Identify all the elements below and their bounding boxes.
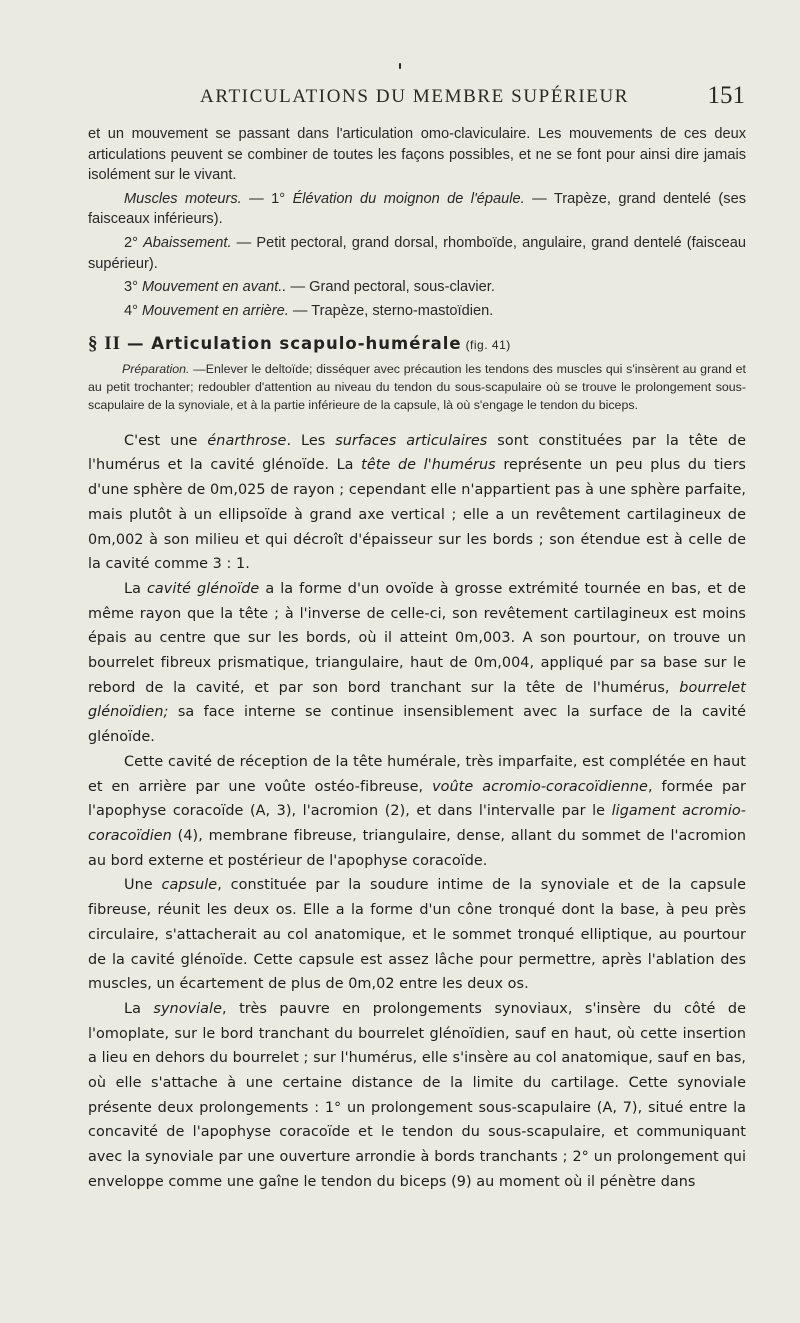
text-run: Une <box>124 877 162 894</box>
muscles-elevation <box>88 189 746 230</box>
elevation-label: Élévation du moignon de l'épaule. <box>292 190 525 207</box>
text-run: représente un peu plus du tiers d'une sphère de 0m,025 de rayon ; cependant elle n'appartient pas à une sphère parfaite, mais plutôt à un ellipsoïde à grand axe vertical ; elle a un revêtement cartilagineux de 0m,002 à son milieu et qui décroît d'épaisseur sur les bords ; son étendue est à celle de la cavité comme 3 : 1. <box>88 457 746 573</box>
term-capsule: capsule <box>161 877 218 894</box>
page-header <box>90 80 745 114</box>
arriere-text: — Trapèze, sterno-mastoïdien. <box>288 302 494 319</box>
paragraph-intro-text: et un mouvement se passant dans l'articulation omo-claviculaire. Les mouvements de ces deux articulations peuvent se combiner de toutes les façons possibles, et ne se font pour ainsi dire jamais isolément sur le vivant. <box>88 126 746 184</box>
avant-number: 3° <box>124 279 143 296</box>
preparation-text: —Enlever le deltoïde; disséquer avec précaution les tendons des muscles qui s'insèrent au grand et au petit trochanter; redoubler d'attention au niveau du tendon du sous-scapulaire où se trouve le prolongement sous-scapulaire de la synoviale, et à la partie inférieure de la capsule, là où s'engage le tendon du biceps. <box>88 362 746 412</box>
paragraph-enarthrose <box>88 429 746 577</box>
page-number: 151 <box>707 82 745 109</box>
text-run: La <box>124 1000 154 1017</box>
running-head: ARTICULATIONS DU MEMBRE SUPÉRIEUR <box>200 86 630 107</box>
text-run: a la forme d'un ovoïde à grosse extrémité tournée en bas, et de même rayon que la tête ; à l'inverse de celle-ci, son revêtement cartilagineux est moins épais au centre que sur les bords, où il atteint 0m,003. A son pourtour, on trouve un bourrelet fibreux prismatique, triangulaire, haut de 0m,004, appliqué par sa base sur le rebord de la cavité, et par son bord tranchant sur la tête de l'humérus, <box>88 580 747 696</box>
term-tete-humerus: tête de l'humérus <box>361 457 496 474</box>
muscles-abaissement <box>88 233 746 274</box>
text-run: La <box>124 580 147 597</box>
term-enarthrose: énarthrose <box>207 432 287 449</box>
paragraph-intro <box>88 124 746 186</box>
muscles-dash: — 1° <box>241 190 293 207</box>
section-heading <box>88 333 746 355</box>
paragraph-cavite-glenoide <box>88 577 746 750</box>
paragraph-synoviale <box>88 997 746 1195</box>
abaissement-number: 2° <box>124 234 144 251</box>
text-run: sa face interne se continue insensiblement avec la surface de la cavité glénoïde. <box>88 704 746 746</box>
section-number: § II <box>88 333 122 355</box>
muscles-heading: Muscles moteurs. <box>124 190 242 207</box>
avant-text: — Grand pectoral, sous-clavier. <box>286 279 495 296</box>
figure-reference: (fig. 41) <box>465 338 511 353</box>
arriere-number: 4° <box>124 302 143 319</box>
text-run: C'est une <box>124 432 208 449</box>
term-cavite-glenoide: cavité glénoïde <box>146 580 260 597</box>
text-run: , constituée par la soudure intime de la synoviale et de la capsule fibreuse, réunit les deux os. Elle a la forme d'un cône tronqué dont la base, à peu près circulaire, s'attacherait au col anatomique, et le sommet tronqué elliptique, au pourtour de la cavité glénoïde. Cette capsule est assez lâche pour permettre, après l'ablation des muscles, un écartement de plus de 0m,02 entre les deux os. <box>88 877 746 993</box>
term-ligament-acromio-coracoidien: ligament acromio-coracoïdien <box>88 803 746 844</box>
section-title: — Articulation scapulo-humérale <box>127 334 462 354</box>
abaissement-label: Abaissement. <box>143 234 232 251</box>
arriere-label: Mouvement en arrière. <box>142 302 289 319</box>
text-run: sont constituées par la tête de l'humérus et la cavité glénoïde. La <box>88 432 746 474</box>
term-voute-acromio-coracoidienne: voûte acromio-coracoïdienne <box>432 778 648 795</box>
page-body <box>88 124 746 1195</box>
preparation-note <box>88 361 746 414</box>
text-run: , très pauvre en prolongements synoviaux, s'insère du côté de l'omoplate, sur le bord tranchant du bourrelet glénoïdien, sauf en haut, où cette insertion a lieu en dehors du bourrelet ; sur l'humérus, elle s'insère au col anatomique, sauf en bas, où elle s'attache à une certaine distance de la limite du cartilage. Cette synoviale présente deux prolongements : 1° un prolongement sous-scapulaire (A, 7), situé entre la concavité de l'apophyse coracoïde et le tendon du sous-scapulaire, et communiquant avec la synoviale par une ouverture arrondie à bords tranchants ; 2° un prolongement qui enveloppe comme une gaîne le tendon du biceps (9) au moment où il pénètre dans <box>88 1000 746 1190</box>
term-bourrelet-glenoidien: bourrelet glénoïdien; <box>88 679 746 721</box>
muscles-arriere <box>88 301 746 322</box>
paragraph-capsule <box>88 873 746 997</box>
paragraph-voute <box>88 750 746 874</box>
preparation-label: Préparation. <box>122 362 190 377</box>
ink-speck <box>399 63 401 69</box>
term-synoviale: synoviale <box>153 1000 222 1017</box>
text-run: , formée par l'apophyse coracoïde (A, 3), l'acromion (2), et dans l'intervalle par le <box>88 778 747 820</box>
abaissement-text: — Petit pectoral, grand dorsal, rhomboïde, angulaire, grand dentelé (faisceau supérieur). <box>88 234 746 272</box>
muscles-avant <box>88 277 746 298</box>
text-run: . Les <box>286 432 336 449</box>
text-run: Cette cavité de réception de la tête humérale, très imparfaite, est complétée en haut et en arrière par une voûte ostéo-fibreuse, <box>88 753 746 795</box>
text-run: (4), membrane fibreuse, triangulaire, dense, allant du sommet de l'acromion au bord externe et postérieur de l'apophyse coracoïde. <box>88 827 746 869</box>
avant-label: Mouvement en avant.. <box>142 279 287 296</box>
term-surfaces-articulaires: surfaces articulaires <box>335 432 488 449</box>
elevation-text: — Trapèze, grand dentelé (ses faisceaux inférieurs). <box>88 190 746 228</box>
